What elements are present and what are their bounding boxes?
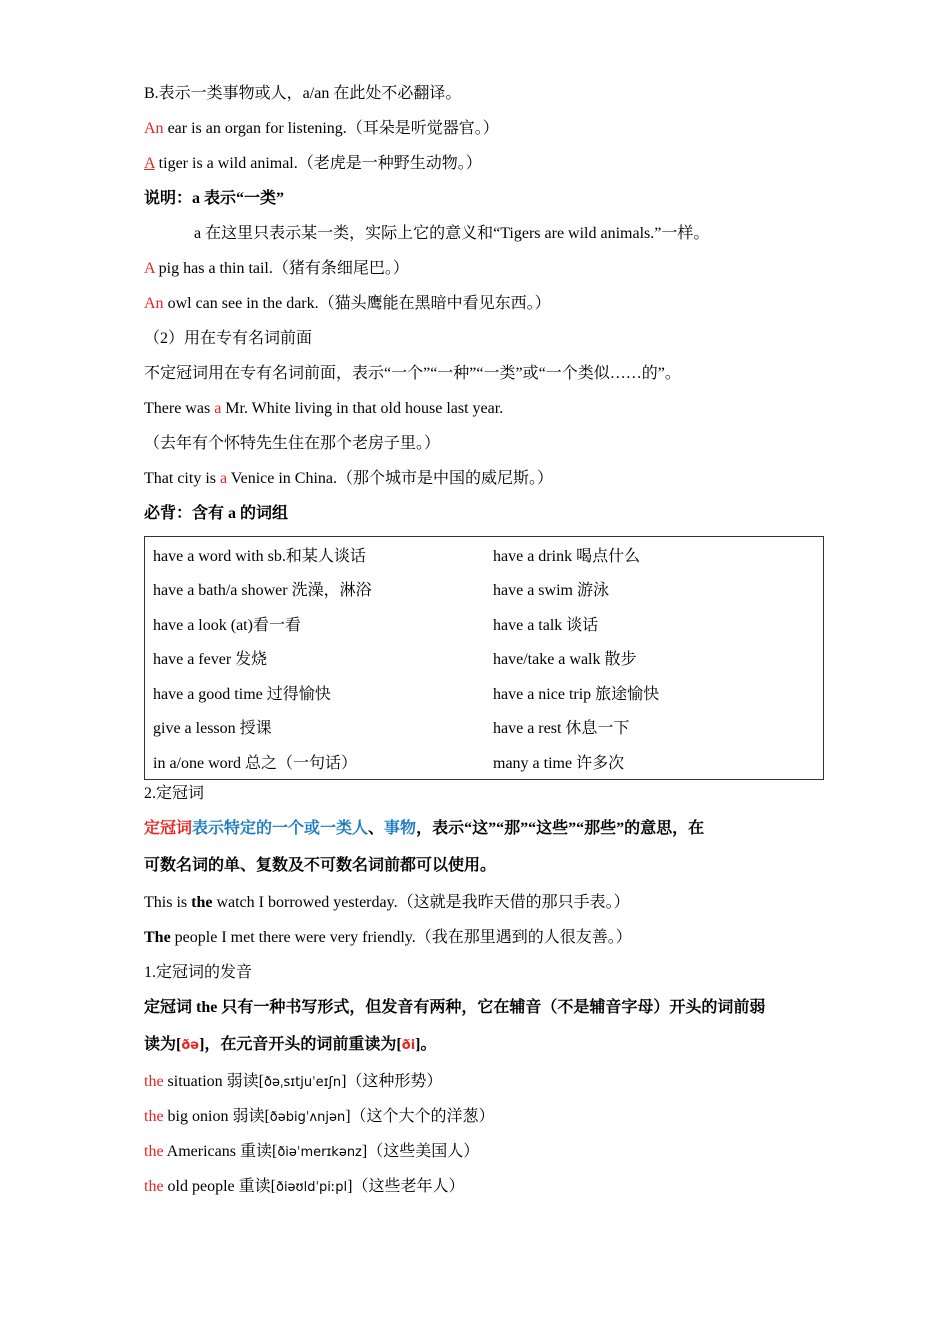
sentence-text: Venice in China.（那个城市是中国的威尼斯。） [227, 470, 554, 487]
phrase-cell: have a look (at)看一看 [153, 616, 301, 634]
rule-text: ]。 [415, 1035, 437, 1053]
phrase-cell: many a time 许多次 [493, 754, 625, 772]
sentence-text: This is [144, 893, 192, 911]
example-sentence [144, 255, 824, 290]
the-highlight: The [144, 928, 171, 946]
pronunciation-examples [144, 1068, 824, 1208]
document-page [144, 80, 824, 1208]
ipa-transcription: ðiəˈmerɪkənz [277, 1144, 362, 1160]
phrase-cell: have a rest 休息一下 [493, 720, 630, 738]
definition-continuation: 可数名词的单、复数及不可数名词前都可以使用。 [144, 856, 497, 874]
sentence-text: owl can see in the dark.（猫头鹰能在黑暗中看见东西。） [163, 295, 551, 312]
phrase-row [145, 710, 824, 745]
article-highlight: A [144, 155, 155, 172]
example-sentence [144, 395, 824, 430]
sentence-text: people I met there were very friendly.（我在那里遇到的人很友善。） [170, 928, 632, 946]
article-highlight: An [144, 295, 164, 312]
phrase-cell: have a swim 游泳 [493, 582, 609, 600]
article-highlight: a [219, 470, 228, 487]
pronunciation-example [144, 1173, 824, 1208]
sentence-text: There was [144, 400, 215, 417]
example-word: situation 弱读[ [163, 1072, 264, 1090]
the-highlight: the [191, 893, 213, 911]
sentence-text: watch I borrowed yesterday.（这就是我昨天借的那只手表。） [212, 893, 630, 911]
phrase-table [144, 536, 824, 780]
subsection-heading: （2）用在专有名词前面 [144, 330, 313, 347]
pronunciation-rule-continuation [144, 1031, 824, 1068]
phrase-cell: have a word with sb.和某人谈话 [153, 547, 366, 565]
article-highlight: An [144, 120, 164, 137]
example-gloss: ]（这种形势） [341, 1072, 443, 1090]
phrase-row [145, 641, 824, 676]
pronunciation-rule: 定冠词 the 只有一种书写形式，但发音有两种，它在辅音（不是辅音字母）开头的词前弱 [144, 998, 766, 1016]
example-translation: （去年有个怀特先生住在那个老房子里。） [144, 435, 441, 452]
rule-text: ]，在元音开头的词前重读为[ [199, 1035, 402, 1053]
example-gloss: ]（这个大个的洋葱） [345, 1107, 495, 1125]
definition-separator: 、 [368, 819, 385, 837]
article-highlight: A [144, 260, 155, 277]
phrase-cell: have a drink 喝点什么 [493, 547, 641, 565]
phrase-cell: in a/one word 总之（一句话） [153, 754, 357, 772]
definition-highlight: 事物 [384, 819, 417, 837]
sentence-text: Mr. White living in that old house last year. [221, 400, 504, 417]
term-highlight: 定冠词 [144, 819, 193, 837]
example-word: old people 重读[ [163, 1177, 276, 1195]
ipa-transcription: ðəˌsɪtjuˈeɪʃn [264, 1074, 342, 1090]
phrase-row [145, 606, 824, 641]
phrase-row [145, 744, 824, 779]
pronunciation-example [144, 1068, 824, 1103]
rule-text: 读为[ [144, 1035, 182, 1053]
section-b-heading: B.表示一类事物或人，a/an 在此处不必翻译。 [144, 85, 462, 102]
example-sentence [144, 924, 824, 959]
ipa-transcription: ðiəʊldˈpiːpl [275, 1179, 348, 1195]
example-gloss: ]（这些美国人） [361, 1142, 480, 1160]
sentence-text: tiger is a wild animal.（老虎是一种野生动物。） [154, 155, 482, 172]
sentence-text: ear is an organ for listening.（耳朵是听觉器官。） [163, 120, 499, 137]
subsection-description: 不定冠词用在专有名词前面，表示“一个”“一种”“一类”或“一个类似……的”。 [144, 365, 681, 382]
the-highlight: the [144, 1072, 164, 1090]
definition-text: ，表示“这”“那”“这些”“那些”的意思，在 [416, 819, 705, 837]
phrase-row [145, 537, 824, 572]
section-2-heading: 2.定冠词 [144, 784, 205, 802]
phrase-cell: have a bath/a shower 洗澡，淋浴 [153, 582, 372, 600]
note-body: a 在这里只表示某一类，实际上它的意义和“Tigers are wild animals.”一样。 [194, 225, 710, 242]
definition-highlight: 表示特定的一个或一类人 [192, 819, 369, 837]
the-highlight: the [144, 1107, 164, 1125]
phrase-cell: have a fever 发烧 [153, 651, 268, 669]
note-title: 说明：a 表示“一类” [144, 190, 285, 207]
example-sentence [144, 115, 824, 150]
example-sentence [144, 465, 824, 500]
example-sentence [144, 150, 824, 185]
example-gloss: ]（这些老年人） [347, 1177, 465, 1195]
the-highlight: the [144, 1177, 164, 1195]
the-highlight: the [144, 1142, 164, 1160]
ipa-transcription: ðəbigˈʌnjən [269, 1109, 346, 1125]
sentence-text: pig has a thin tail.（猪有条细尾巴。） [154, 260, 409, 277]
sentence-text: That city is [144, 470, 220, 487]
pronunciation-heading: 1.定冠词的发音 [144, 963, 253, 981]
phrase-cell: have a nice trip 旅途愉快 [493, 685, 660, 703]
example-word: Americans 重读[ [163, 1142, 278, 1160]
phrase-cell: give a lesson 授课 [153, 720, 272, 738]
pronunciation-example [144, 1103, 824, 1138]
must-memorize-title: 必背：含有 a 的词组 [144, 505, 289, 522]
phrase-row [145, 572, 824, 607]
article-highlight: a [214, 400, 222, 417]
example-sentence [144, 889, 824, 924]
definite-article-definition [144, 815, 824, 852]
phrase-cell: have/take a walk 散步 [493, 651, 637, 669]
example-word: big onion 弱读[ [163, 1107, 270, 1125]
phrase-cell: have a talk 谈话 [493, 616, 599, 634]
weak-ipa: ðə [181, 1037, 200, 1053]
phrase-row [145, 675, 824, 710]
pronunciation-example [144, 1138, 824, 1173]
example-sentence [144, 290, 824, 325]
phrase-cell: have a good time 过得愉快 [153, 685, 331, 703]
strong-ipa: ði [401, 1037, 416, 1053]
